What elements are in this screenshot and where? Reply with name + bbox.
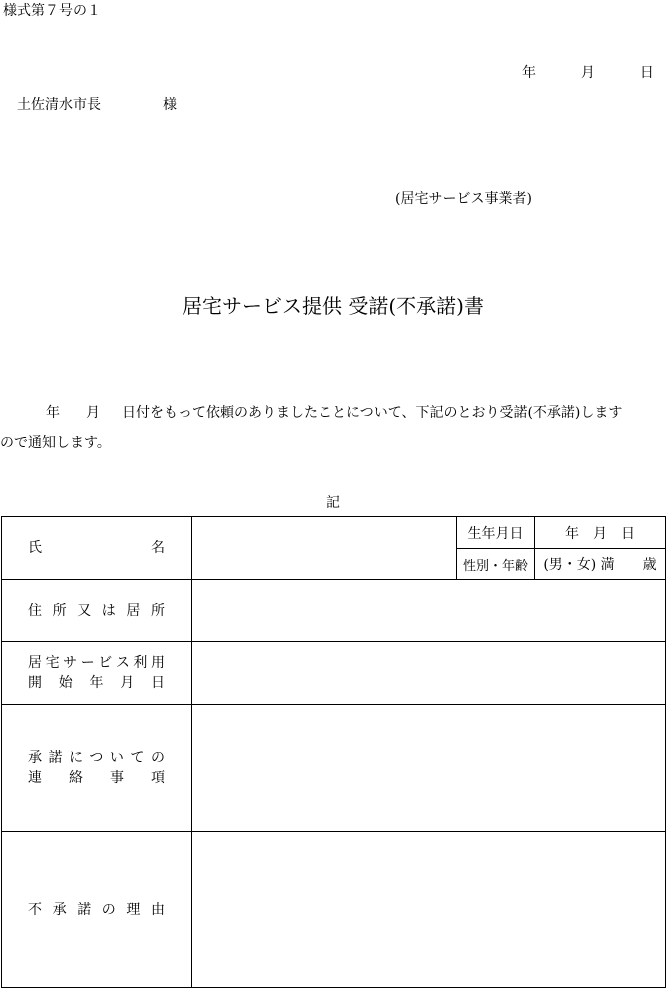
address-label: 住所又は居所 <box>28 602 165 619</box>
name-label-1: 氏 <box>28 540 42 556</box>
refusal-value-cell[interactable] <box>192 832 666 988</box>
body-line-1 <box>0 398 640 428</box>
sex-age-label: 性別・年齢 <box>457 549 535 580</box>
date-month: 月 <box>580 65 595 81</box>
sex-age-value[interactable]: (男・女) 満 歳 <box>535 549 666 580</box>
date-day: 日 <box>639 65 654 81</box>
date-line <box>522 62 654 82</box>
body-month: 月 <box>86 405 100 421</box>
name-value-cell[interactable] <box>192 517 457 580</box>
address-value-cell[interactable] <box>192 580 666 642</box>
body-year: 年 <box>46 405 60 421</box>
date-year: 年 <box>522 65 536 81</box>
contact-label-2: 連絡事項 <box>28 770 165 786</box>
provider-label: (居宅サービス事業者) <box>395 191 532 207</box>
body-text <box>0 398 640 458</box>
refusal-label: 不承諾の理由 <box>28 901 165 918</box>
contact-label-cell <box>2 705 192 832</box>
name-label-2: 名 <box>151 540 165 556</box>
document-title: 居宅サービス提供 受諾(不承諾)書 <box>182 294 484 318</box>
dob-label: 生年月日 <box>457 517 535 549</box>
details-table <box>1 516 666 988</box>
start-date-label-2: 開始年月日 <box>28 675 165 691</box>
name-label-cell <box>2 517 192 580</box>
form-number: 様式第７号の１ <box>3 3 101 19</box>
refusal-label-cell <box>2 832 192 988</box>
addressee-honorific: 様 <box>163 97 177 113</box>
start-date-label-cell <box>2 642 192 705</box>
contact-label-1: 承諾についての <box>28 750 165 766</box>
ki-heading: 記 <box>326 495 340 511</box>
addressee <box>17 94 177 114</box>
body-line-1-text: 日付をもって依頼のありましたことについて、下記のとおり受諾(不承諾)します <box>122 405 623 421</box>
address-label-cell <box>2 580 192 642</box>
contact-value-cell[interactable] <box>192 705 666 832</box>
start-date-label-1: 居宅サービス利用 <box>28 655 165 671</box>
addressee-name: 土佐清水市長 <box>17 97 101 113</box>
start-date-value-cell[interactable] <box>192 642 666 705</box>
body-line-2: ので通知します。 <box>0 435 111 451</box>
dob-value[interactable]: 年 月 日 <box>535 517 666 549</box>
